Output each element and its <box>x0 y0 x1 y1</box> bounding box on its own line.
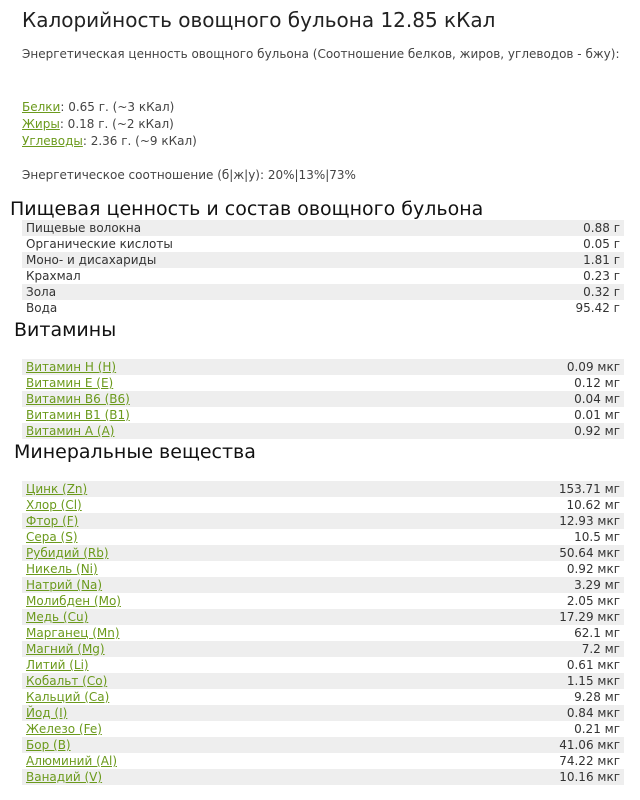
table-row <box>22 721 624 737</box>
nutrient-value: 0.32 г <box>583 285 620 299</box>
nutrient-value: 1.81 г <box>583 253 620 267</box>
table-row <box>22 252 624 268</box>
nutrient-link[interactable]: Магний (Mg) <box>26 642 105 656</box>
nutrient-link[interactable]: Витамин B6 (B6) <box>26 392 130 406</box>
macro-list <box>22 99 197 150</box>
table-row <box>22 561 624 577</box>
nutrient-name <box>26 626 120 640</box>
nutrient-name <box>26 738 71 752</box>
vitamins-table <box>22 359 624 439</box>
nutrient-link[interactable]: Витамин A (A) <box>26 424 115 438</box>
nutrient-link[interactable]: Марганец (Mn) <box>26 626 120 640</box>
macro-protein-value: : 0.65 г. (~3 кКал) <box>60 100 175 114</box>
nutrient-link[interactable]: Рубидий (Rb) <box>26 546 109 560</box>
nutrient-value: 0.61 мкг <box>566 658 620 672</box>
nutrient-name <box>26 498 82 512</box>
nutrient-name <box>26 674 107 688</box>
nutrient-link[interactable]: Хлор (Cl) <box>26 498 82 512</box>
table-row <box>22 375 624 391</box>
nutrient-link[interactable]: Молибден (Mo) <box>26 594 121 608</box>
table-row <box>22 513 624 529</box>
nutrient-value: 153.71 мг <box>558 482 620 496</box>
nutrient-link[interactable]: Фтор (F) <box>26 514 79 528</box>
nutrient-name <box>26 514 78 528</box>
table-row <box>22 423 624 439</box>
nutrient-name <box>26 360 116 374</box>
table-row <box>22 359 624 375</box>
table-row <box>22 737 624 753</box>
energy-ratio: Энергетическое соотношение (б|ж|у): 20%|13%|73% <box>22 168 356 182</box>
nutrient-name: Крахмал <box>26 269 81 283</box>
table-row <box>22 625 624 641</box>
nutrient-name: Моно- и дисахариды <box>26 253 157 267</box>
macro-fat-link[interactable]: Жиры <box>22 117 60 131</box>
nutrient-value: 0.04 мг <box>574 392 620 406</box>
nutrient-name: Зола <box>26 285 57 299</box>
nutrient-link[interactable]: Литий (Li) <box>26 658 89 672</box>
nutrient-value: 10.5 мг <box>574 530 620 544</box>
nutrient-value: 0.88 г <box>583 221 620 235</box>
nutrient-name <box>26 722 102 736</box>
table-row <box>22 769 624 785</box>
nutrient-name <box>26 424 114 438</box>
nutrient-value: 0.01 мг <box>574 408 620 422</box>
nutrient-value: 17.29 мкг <box>559 610 620 624</box>
nutrition-table <box>22 220 624 316</box>
table-row <box>22 220 624 236</box>
nutrient-link[interactable]: Ванадий (V) <box>26 770 103 784</box>
nutrient-name <box>26 594 121 608</box>
nutrient-name <box>26 546 109 560</box>
nutrient-name: Пищевые волокна <box>26 221 142 235</box>
nutrient-name <box>26 530 78 544</box>
nutrient-value: 0.92 мкг <box>566 562 620 576</box>
nutrient-value: 41.06 мкг <box>559 738 620 752</box>
table-row <box>22 407 624 423</box>
nutrient-link[interactable]: Кальций (Ca) <box>26 690 110 704</box>
nutrient-name <box>26 706 67 720</box>
macro-protein-link[interactable]: Белки <box>22 100 61 114</box>
nutrition-heading: Пищевая ценность и состав овощного бульона <box>10 198 484 220</box>
nutrient-value: 10.62 мг <box>566 498 620 512</box>
nutrient-link[interactable]: Кобальт (Co) <box>26 674 108 688</box>
nutrient-link[interactable]: Медь (Cu) <box>26 610 89 624</box>
table-row <box>22 497 624 513</box>
nutrient-name <box>26 408 130 422</box>
nutrient-link[interactable]: Витамин H (H) <box>26 360 117 374</box>
table-row <box>22 641 624 657</box>
nutrient-name <box>26 754 117 768</box>
table-row <box>22 609 624 625</box>
table-row <box>22 577 624 593</box>
nutrient-name <box>26 690 109 704</box>
nutrient-link[interactable]: Цинк (Zn) <box>26 482 88 496</box>
nutrient-name <box>26 562 98 576</box>
nutrient-value: 0.84 мкг <box>566 706 620 720</box>
nutrient-value: 74.22 мкг <box>559 754 620 768</box>
table-row <box>22 689 624 705</box>
energy-intro <box>22 46 632 63</box>
table-row <box>22 529 624 545</box>
table-row <box>22 705 624 721</box>
table-row <box>22 300 624 316</box>
nutrient-link[interactable]: Бор (B) <box>26 738 71 752</box>
nutrient-value: 1.15 мкг <box>566 674 620 688</box>
nutrient-value: 0.05 г <box>583 237 620 251</box>
nutrient-name <box>26 376 113 390</box>
nutrient-value: 0.92 мг <box>574 424 620 438</box>
nutrient-value: 12.93 мкг <box>559 514 620 528</box>
nutrient-value: 0.23 г <box>583 269 620 283</box>
nutrient-link[interactable]: Натрий (Na) <box>26 578 103 592</box>
nutrient-value: 0.09 мкг <box>566 360 620 374</box>
table-row <box>22 284 624 300</box>
nutrient-name: Органические кислоты <box>26 237 173 251</box>
nutrient-name <box>26 610 88 624</box>
nutrient-value: 3.29 мг <box>574 578 620 592</box>
table-row <box>22 236 624 252</box>
nutrient-link[interactable]: Витамин E (E) <box>26 376 114 390</box>
macro-fat <box>22 116 197 133</box>
nutrient-value: 50.64 мкг <box>559 546 620 560</box>
table-row <box>22 545 624 561</box>
nutrient-value: 2.05 мкг <box>566 594 620 608</box>
nutrient-name: Вода <box>26 301 58 315</box>
macro-carbs <box>22 133 197 150</box>
nutrient-link[interactable]: Алюминий (Al) <box>26 754 117 768</box>
macro-carbs-link[interactable]: Углеводы <box>22 134 83 148</box>
minerals-heading: Минеральные вещества <box>14 441 256 463</box>
minerals-table <box>22 481 624 785</box>
nutrient-value: 95.42 г <box>575 301 620 315</box>
table-row <box>22 391 624 407</box>
nutrient-name <box>26 658 89 672</box>
energy-intro-text: Энергетическая ценность овощного бульона (Соотношение белков, жиров, углеводов - бжу): <box>22 47 620 61</box>
nutrient-value: 10.16 мкг <box>559 770 620 784</box>
table-row <box>22 753 624 769</box>
nutrient-name <box>26 578 102 592</box>
table-row <box>22 268 624 284</box>
table-row <box>22 593 624 609</box>
nutrient-name <box>26 770 102 784</box>
nutrient-value: 0.12 мг <box>574 376 620 390</box>
table-row <box>22 657 624 673</box>
nutrient-link[interactable]: Сера (S) <box>26 530 78 544</box>
vitamins-heading: Витамины <box>14 319 117 341</box>
nutrient-link[interactable]: Витамин B1 (B1) <box>26 408 130 422</box>
nutrient-value: 9.28 мг <box>574 690 620 704</box>
nutrient-value: 0.21 мг <box>574 722 620 736</box>
nutrient-value: 62.1 мг <box>574 626 620 640</box>
nutrient-link[interactable]: Железо (Fe) <box>26 722 102 736</box>
table-row <box>22 673 624 689</box>
nutrient-name <box>26 642 105 656</box>
nutrient-value: 7.2 мг <box>581 642 620 656</box>
macro-carbs-value: : 2.36 г. (~9 кКал) <box>82 134 197 148</box>
nutrient-link[interactable]: Никель (Ni) <box>26 562 98 576</box>
nutrient-link[interactable]: Йод (I) <box>26 706 68 720</box>
nutrient-name <box>26 392 130 406</box>
macro-fat-value: : 0.18 г. (~2 кКал) <box>59 117 174 131</box>
nutrient-name <box>26 482 87 496</box>
page-title: Калорийность овощного бульона 12.85 кКал <box>22 8 496 32</box>
macro-protein <box>22 99 197 116</box>
table-row <box>22 481 624 497</box>
